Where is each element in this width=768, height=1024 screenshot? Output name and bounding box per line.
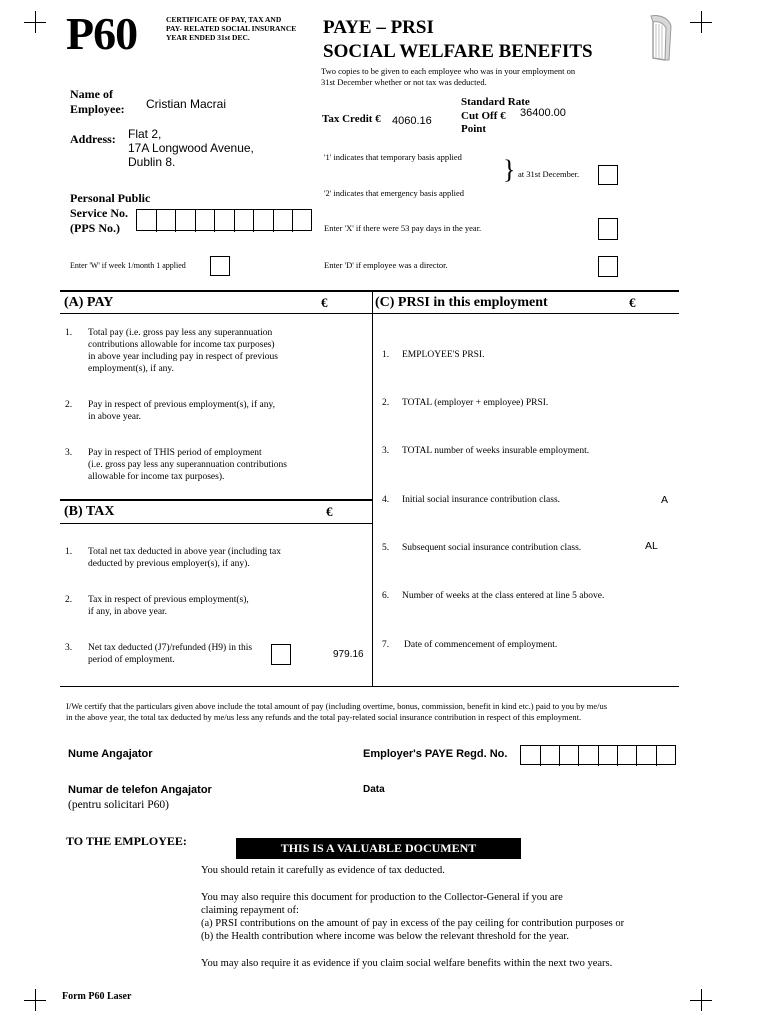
employee-name-label: Name of Employee: [70,87,125,116]
at-31-dec-label: at 31st December. [518,169,580,179]
address-value[interactable]: Flat 2, 17A Longwood Avenue, Dublin 8. [128,127,254,169]
tax-section-top-rule [60,499,373,501]
employer-phone-label: Numar de telefon Angajator [68,784,212,796]
copies-note: Two copies to be given to each employee who was in your employment on 31st December whether or not tax was deducted. [321,66,576,87]
employer-paye-field[interactable] [520,745,676,765]
basis-checkbox[interactable] [598,165,618,185]
basis-brace: } [503,155,516,184]
pps-label: Personal Public Service No. (PPS No.) [70,191,151,235]
to-employee-label: TO THE EMPLOYEE: [66,834,187,848]
director-checkbox[interactable] [598,256,618,277]
pps-number-field[interactable] [136,209,312,231]
tax-section-header-rule [60,523,373,524]
tax-section-heading: (B) TAX [64,504,115,519]
pay-currency-symbol: € [321,295,328,310]
pay-days-note: Enter 'X' if there were 53 pay days in the year. [324,223,482,233]
notice-para-3: You may also require it as evidence if you claim social welfare benefits within the next two years. [201,958,613,969]
form-code: P60 [66,8,138,59]
table-center-divider [372,290,373,687]
notice-para-1: You should retain it carefully as evidence of tax deducted. [201,865,445,876]
valuable-document-banner: THIS IS A VALUABLE DOCUMENT [236,838,521,859]
employer-name-label: Nume Angajator [68,748,153,760]
certification-text: I/We certify that the particulars given above include the total amount of pay (including overtime, bonus, commission, benefit in kind etc.) paid to you by me/us in the above year, the total tax deducted by me/us less any refunds and the total pay-related social insurance contribution in respect of this employment. [66,701,608,722]
employee-name-value[interactable]: Cristian Macrai [146,97,227,111]
table-top-rule [60,290,679,292]
pay-section-heading: (A) PAY [64,295,114,310]
notice-para-2: You may also require this document for production to the Collector-General if you are claiming repayment of: (a) PRSI contributions on the amount of pay in excess of the pay ceiling for contribution purposes or (b) the Health contribution where income was below the relevant threshold for the year. [201,892,625,942]
tax-credit-label: Tax Credit € [322,113,381,125]
prsi-currency-symbol: € [629,295,636,310]
table-bottom-rule [60,686,679,687]
form-footer-label: Form P60 Laser [62,991,132,1002]
pay-days-checkbox[interactable] [598,218,618,240]
prsi-section-heading: (C) PRSI in this employment [375,295,548,310]
table-header-rule [60,313,679,314]
director-note: Enter 'D' if employee was a director. [324,260,448,270]
week1-note: Enter 'W' if week 1/month 1 applied [70,261,186,270]
subsequent-class-value[interactable]: AL [645,540,658,552]
temp-basis-note: '1' indicates that temporary basis applied [324,152,462,162]
cutoff-value[interactable]: 36400.00 [520,107,566,119]
certificate-text: CERTIFICATE OF PAY, TAX AND PAY- RELATED SOCIAL INSURANCE YEAR ENDED 31st DEC. [166,15,297,42]
tax-currency-symbol: € [326,504,333,519]
page-title-line2: SOCIAL WELFARE BENEFITS [323,41,593,62]
employer-paye-label: Employer's PAYE Regd. No. [363,748,508,760]
initial-class-value[interactable]: A [661,494,669,506]
net-tax-value[interactable]: 979.16 [333,649,364,660]
page-title-line1: PAYE – PRSI [323,17,434,38]
net-tax-checkbox[interactable] [271,644,291,665]
cutoff-label: Standard Rate Cut Off € Point [461,96,530,135]
employer-phone-sub: (pentru solicitari P60) [68,799,169,811]
emergency-basis-note: '2' indicates that emergency basis applied [324,188,465,198]
date-label: Data [363,784,385,795]
tax-credit-value[interactable]: 4060.16 [392,115,432,127]
address-label: Address: [70,132,116,146]
week1-checkbox[interactable] [210,256,230,276]
harp-emblem-icon [645,12,675,64]
